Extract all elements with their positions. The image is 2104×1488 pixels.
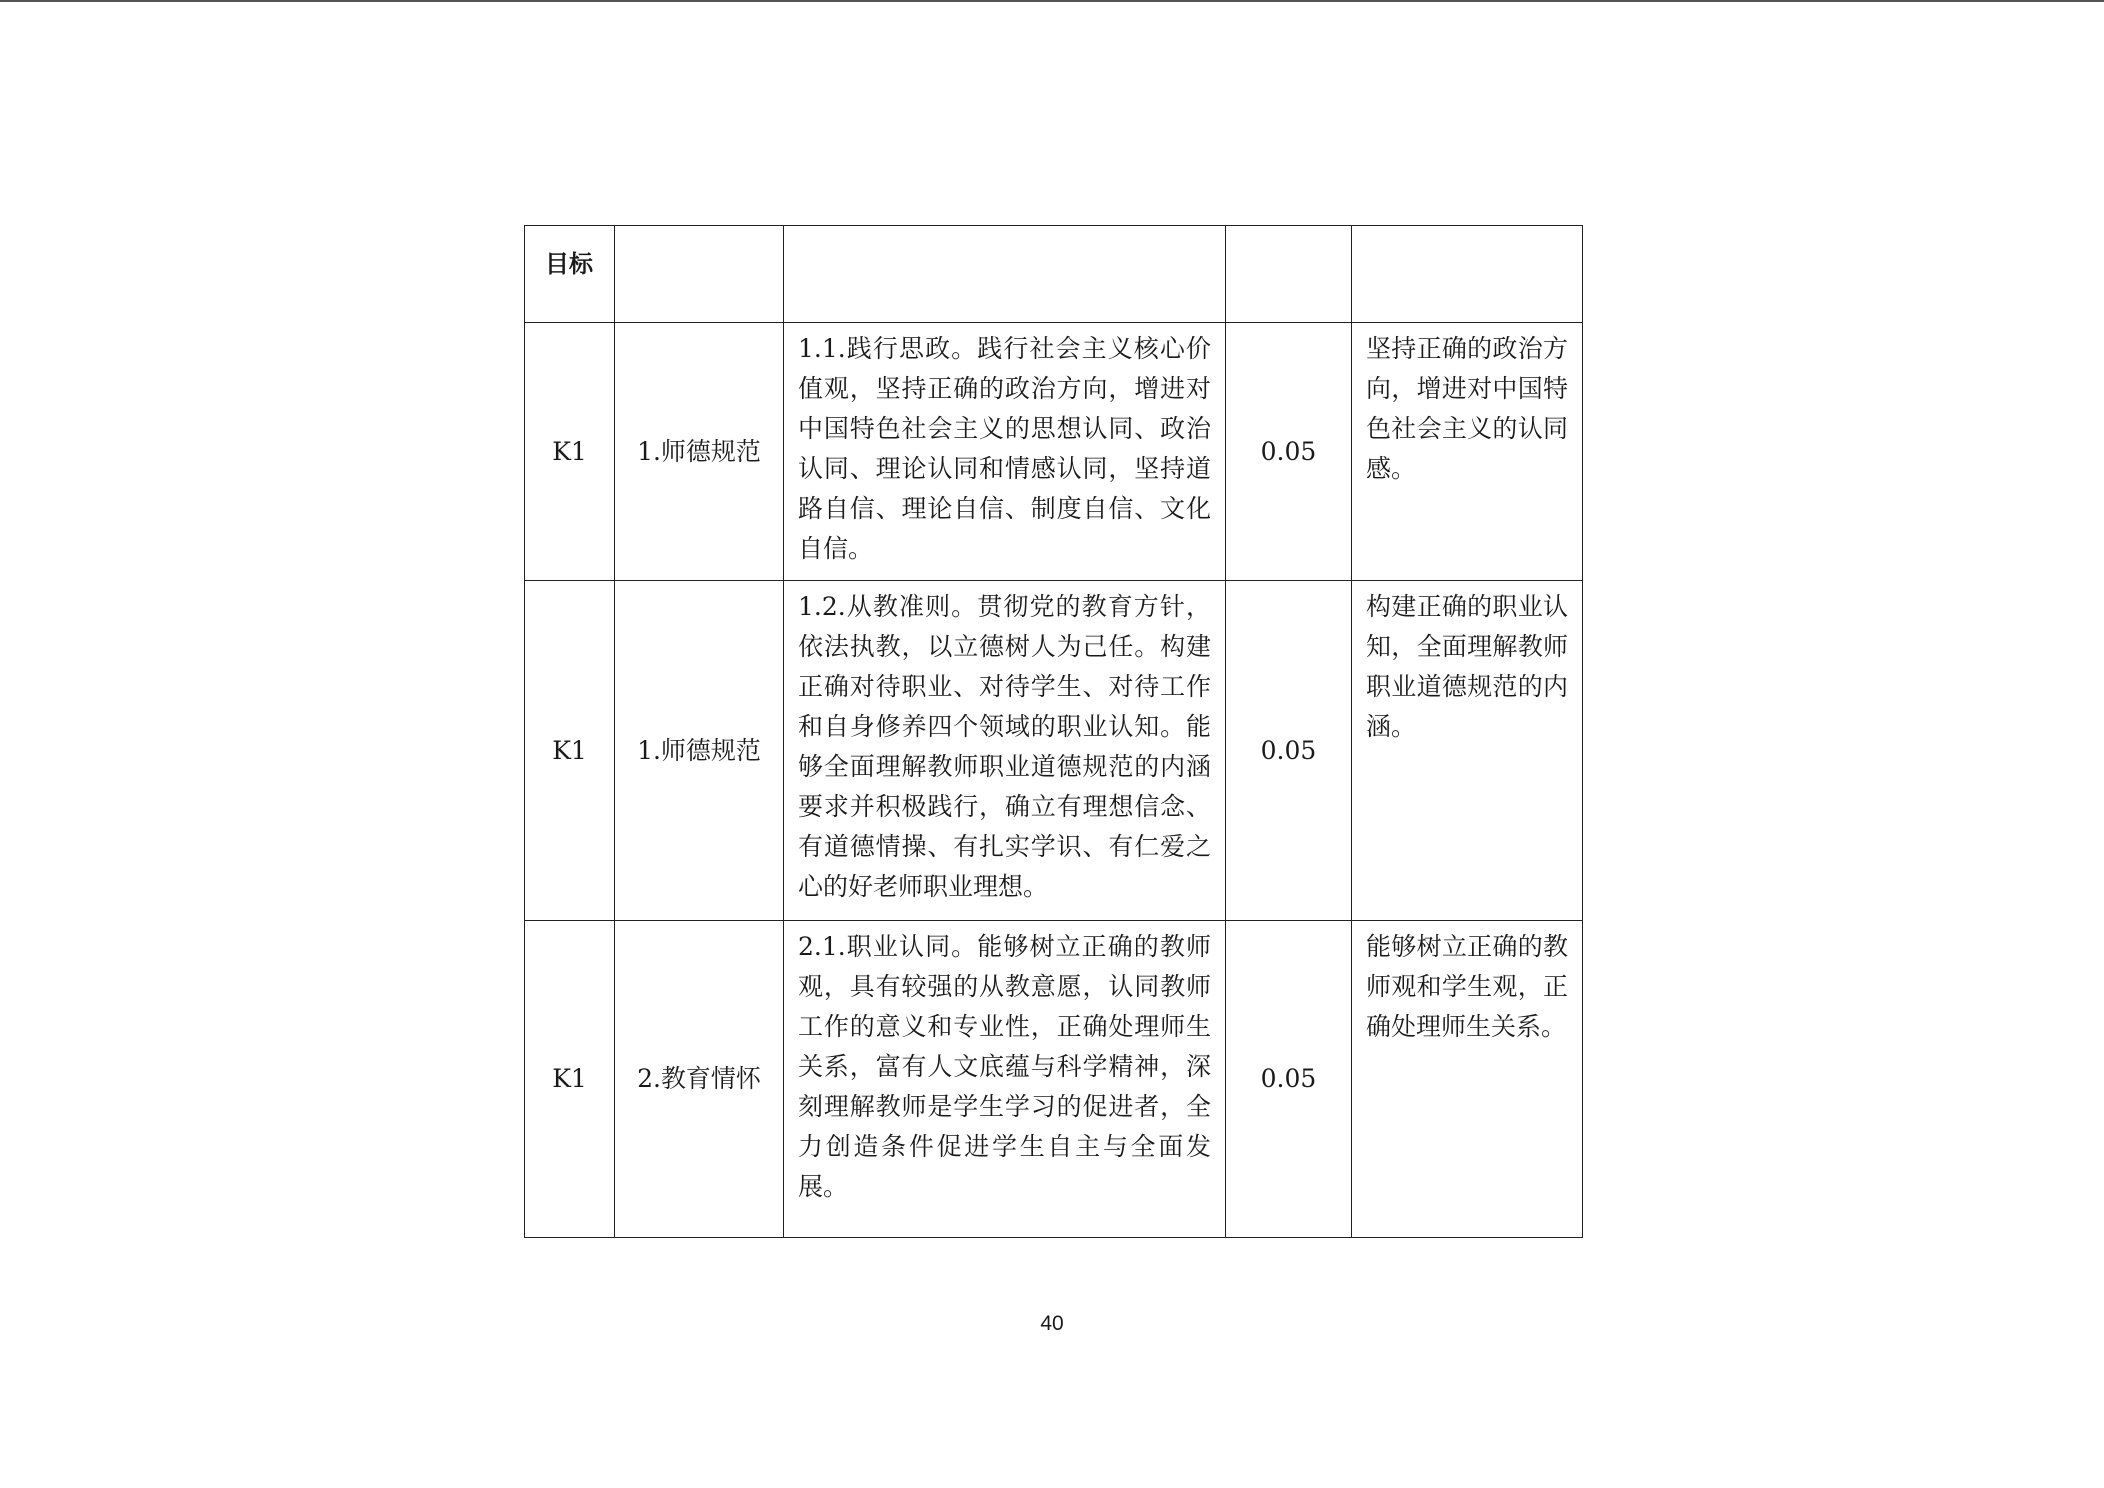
requirement-cell: 2.教育情怀 bbox=[615, 921, 784, 1238]
weight-cell: 0.05 bbox=[1226, 323, 1352, 581]
indicator-cell: 2.1.职业认同。能够树立正确的教师观，具有较强的从教意愿，认同教师工作的意义和专业性，正确处理师生关系，富有人文底蕴与科学精神，深刻理解教师是学生学习的促进者，全力创造条件促进学生自主与全面发展。 bbox=[784, 921, 1226, 1238]
objective-code-cell: K1 bbox=[525, 581, 615, 921]
table-header-row bbox=[525, 226, 1583, 323]
table-row bbox=[525, 581, 1583, 921]
header-cell-3 bbox=[784, 226, 1226, 323]
indicator-cell: 1.1.践行思政。践行社会主义核心价值观，坚持正确的政治方向，增进对中国特色社会主义的思想认同、政治认同、理论认同和情感认同，坚持道路自信、理论自信、制度自信、文化自信。 bbox=[784, 323, 1226, 581]
requirement-cell: 1.师德规范 bbox=[615, 323, 784, 581]
page-number: 40 bbox=[1040, 1312, 1064, 1335]
objective-code-cell: K1 bbox=[525, 921, 615, 1238]
header-cell-5 bbox=[1352, 226, 1583, 323]
weight-cell: 0.05 bbox=[1226, 921, 1352, 1238]
header-cell-4 bbox=[1226, 226, 1352, 323]
table-row bbox=[525, 921, 1583, 1238]
summary-cell: 构建正确的职业认知，全面理解教师职业道德规范的内涵。 bbox=[1352, 581, 1583, 921]
weight-cell: 0.05 bbox=[1226, 581, 1352, 921]
requirement-cell: 1.师德规范 bbox=[615, 581, 784, 921]
summary-cell: 能够树立正确的教师观和学生观，正确处理师生关系。 bbox=[1352, 921, 1583, 1238]
header-cell-objective: 目标 bbox=[525, 226, 615, 323]
table-row bbox=[525, 323, 1583, 581]
indicator-cell: 1.2.从教准则。贯彻党的教育方针，依法执教，以立德树人为己任。构建正确对待职业、对待学生、对待工作和自身修养四个领域的职业认知。能够全面理解教师职业道德规范的内涵要求并积极践行，确立有理想信念、有道德情操、有扎实学识、有仁爱之心的好老师职业理想。 bbox=[784, 581, 1226, 921]
objective-code-cell: K1 bbox=[525, 323, 615, 581]
objectives-table bbox=[524, 225, 1583, 1238]
summary-cell: 坚持正确的政治方向，增进对中国特色社会主义的认同感。 bbox=[1352, 323, 1583, 581]
header-cell-2 bbox=[615, 226, 784, 323]
page-top-border bbox=[0, 0, 2104, 2]
